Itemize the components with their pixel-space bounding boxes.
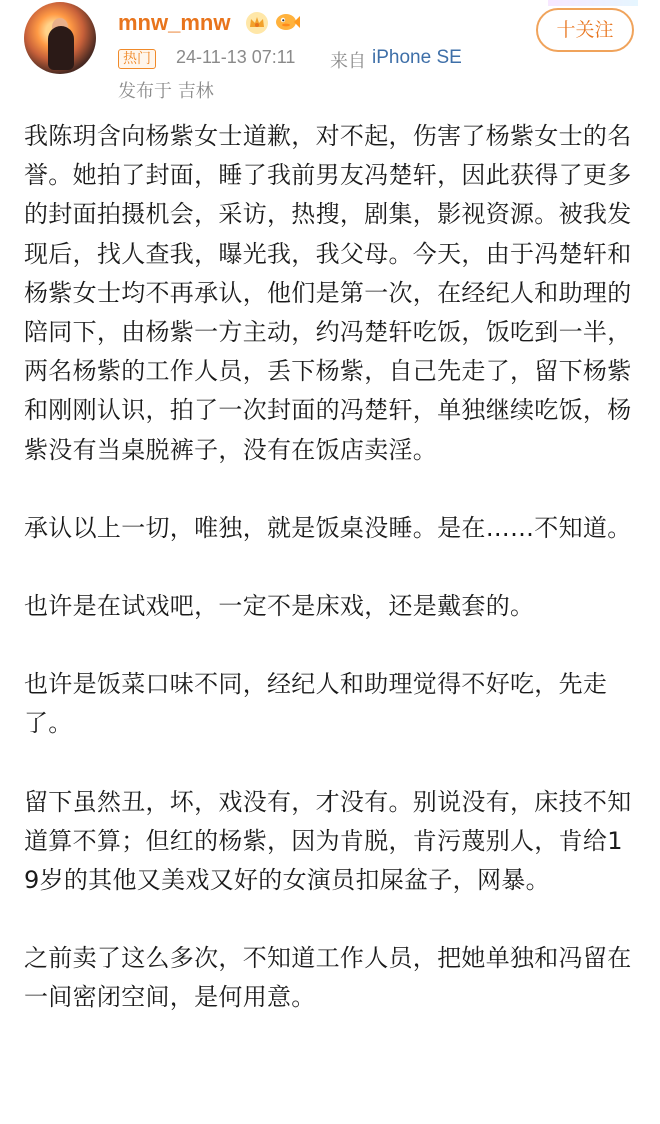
post-location: 发布于 吉林	[118, 81, 214, 102]
top-decoration	[548, 0, 638, 6]
avatar[interactable]	[24, 2, 96, 74]
body-paragraph: 之前卖了这么多次，不知道工作人员，把她单独和冯留在一间密闭空间，是何用意。	[24, 944, 632, 1012]
body-paragraph: 我陈玥含向杨紫女士道歉，对不起，伤害了杨紫女士的名誉。她拍了封面，睡了我前男友冯楚轩，因此获得了更多的封面拍摄机会，采访，热搜，剧集，影视资源。被我发现后，找人查我，曝光我，我父母。今天，由于冯楚轩和杨紫女士均不再承认，他们是第一次，在经纪人和助理的陪同下，由杨紫一方主动，约冯楚轩吃饭，饭吃到一半，两名杨紫的工作人员，丢下杨紫，自己先走了，留下杨紫和刚刚认识，拍了一次封面的冯楚轩，单独继续吃饭，杨紫没有当桌脱裤子，没有在饭店卖淫。	[24, 122, 632, 464]
body-paragraph: 留下虽然丑，坏，戏没有，才没有。别说没有，床技不知道算不算；但红的杨紫，因为肯脱，肯污蔑别人，肯给19岁的其他又美戏又好的女演员扣屎盆子，网暴。	[24, 787, 632, 895]
fish-badge-icon[interactable]	[274, 10, 300, 34]
post-header	[0, 0, 660, 110]
username[interactable]: mnw_mnw	[118, 10, 231, 35]
post-body	[24, 117, 636, 1057]
body-paragraph: 也许是饭菜口味不同，经纪人和助理觉得不好吃，先走了。	[24, 670, 608, 738]
body-paragraph: 承认以上一切，唯独，就是饭桌没睡。是在……不知道。	[24, 513, 632, 542]
hot-tag: 热门	[118, 49, 156, 69]
crown-badge-icon[interactable]	[245, 11, 269, 35]
device-link[interactable]: iPhone SE	[372, 47, 462, 68]
avatar-figure	[48, 26, 74, 70]
source-label: 来自	[330, 51, 366, 72]
body-paragraph: 也许是在试戏吧，一定不是床戏，还是戴套的。	[24, 592, 535, 621]
follow-button[interactable]: 十关注	[536, 8, 634, 52]
post-timestamp: 24-11-13 07:11	[176, 47, 296, 67]
